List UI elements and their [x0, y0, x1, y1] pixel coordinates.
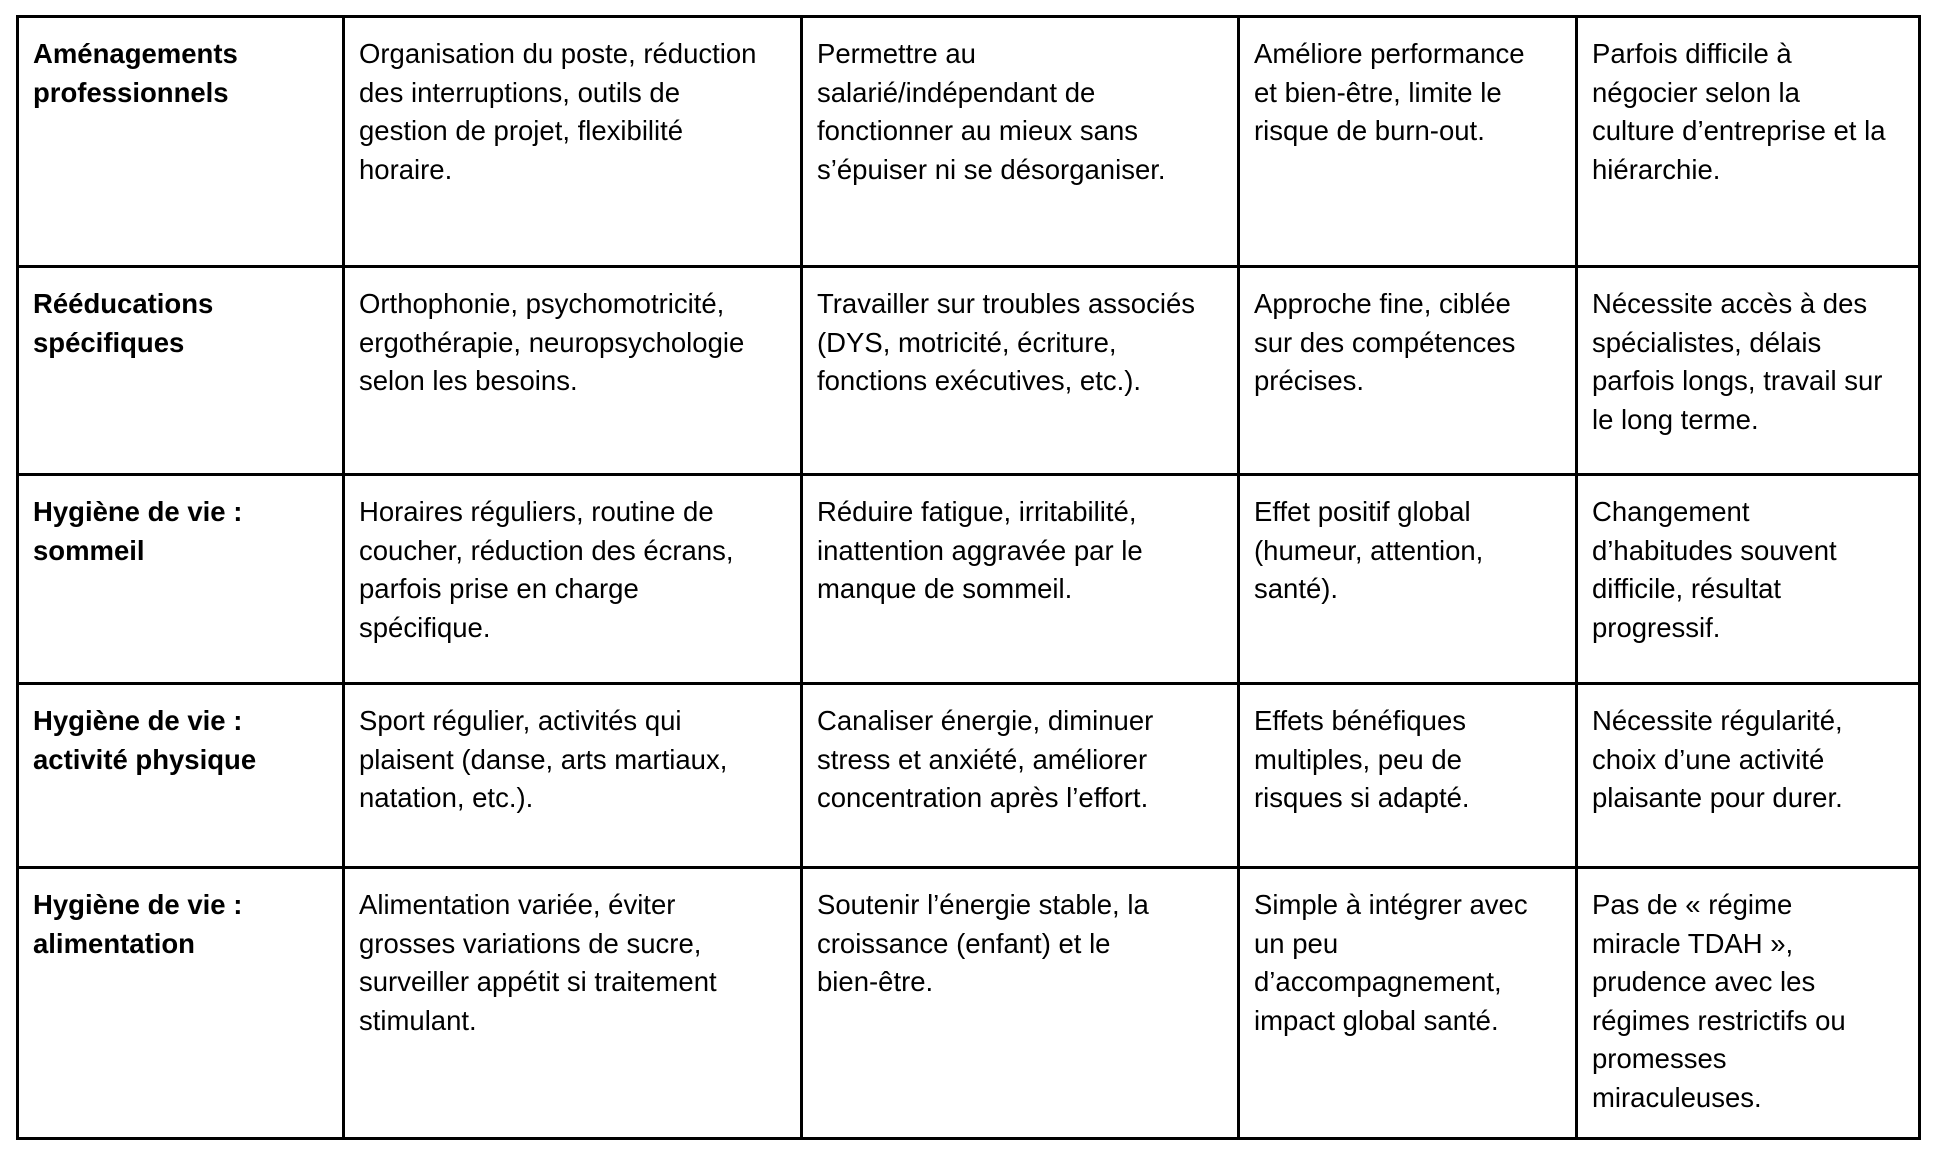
table-cell: Permettre au salarié/indépendant de fonctionner au mieux sans s’épuiser ni se désorganiser.	[802, 17, 1239, 267]
table-row	[18, 267, 1920, 475]
table-cell: Effet positif global (humeur, attention, santé).	[1239, 475, 1577, 684]
row-header-sommeil: Hygiène de vie : sommeil	[18, 475, 344, 684]
row-header-activite-physique: Hygiène de vie : activité physique	[18, 684, 344, 868]
table-cell: Améliore performance et bien-être, limite le risque de burn-out.	[1239, 17, 1577, 267]
table-cell: Changement d’habitudes souvent difficile, résultat progressif.	[1577, 475, 1920, 684]
table-cell: Sport régulier, activités qui plaisent (danse, arts martiaux, natation, etc.).	[344, 684, 802, 868]
comparison-table	[16, 15, 1921, 1140]
table-cell: Alimentation variée, éviter grosses variations de sucre, surveiller appétit si traitement stimulant.	[344, 868, 802, 1139]
table-row	[18, 17, 1920, 267]
table-cell: Pas de « régime miracle TDAH », prudence avec les régimes restrictifs ou promesses miraculeuses.	[1577, 868, 1920, 1139]
table-cell: Parfois difficile à négocier selon la culture d’entreprise et la hiérarchie.	[1577, 17, 1920, 267]
table-cell: Nécessite accès à des spécialistes, délais parfois longs, travail sur le long terme.	[1577, 267, 1920, 475]
table-cell: Simple à intégrer avec un peu d’accompagnement, impact global santé.	[1239, 868, 1577, 1139]
row-header-amenagements: Aménagements professionnels	[18, 17, 344, 267]
table-cell: Orthophonie, psychomotricité, ergothérapie, neuropsychologie selon les besoins.	[344, 267, 802, 475]
table-cell: Soutenir l’énergie stable, la croissance (enfant) et le bien-être.	[802, 868, 1239, 1139]
table-row	[18, 684, 1920, 868]
row-header-alimentation: Hygiène de vie : alimentation	[18, 868, 344, 1139]
table-cell: Canaliser énergie, diminuer stress et anxiété, améliorer concentration après l’effort.	[802, 684, 1239, 868]
table-cell: Réduire fatigue, irritabilité, inattention aggravée par le manque de sommeil.	[802, 475, 1239, 684]
table-cell: Organisation du poste, réduction des interruptions, outils de gestion de projet, flexibilité horaire.	[344, 17, 802, 267]
table-cell: Approche fine, ciblée sur des compétences précises.	[1239, 267, 1577, 475]
table-cell: Nécessite régularité, choix d’une activité plaisante pour durer.	[1577, 684, 1920, 868]
table-row	[18, 868, 1920, 1139]
table-cell: Travailler sur troubles associés (DYS, motricité, écriture, fonctions exécutives, etc.).	[802, 267, 1239, 475]
table-row	[18, 475, 1920, 684]
row-header-reeducations: Rééducations spécifiques	[18, 267, 344, 475]
table-cell: Horaires réguliers, routine de coucher, réduction des écrans, parfois prise en charge spécifique.	[344, 475, 802, 684]
table-cell: Effets bénéfiques multiples, peu de risques si adapté.	[1239, 684, 1577, 868]
